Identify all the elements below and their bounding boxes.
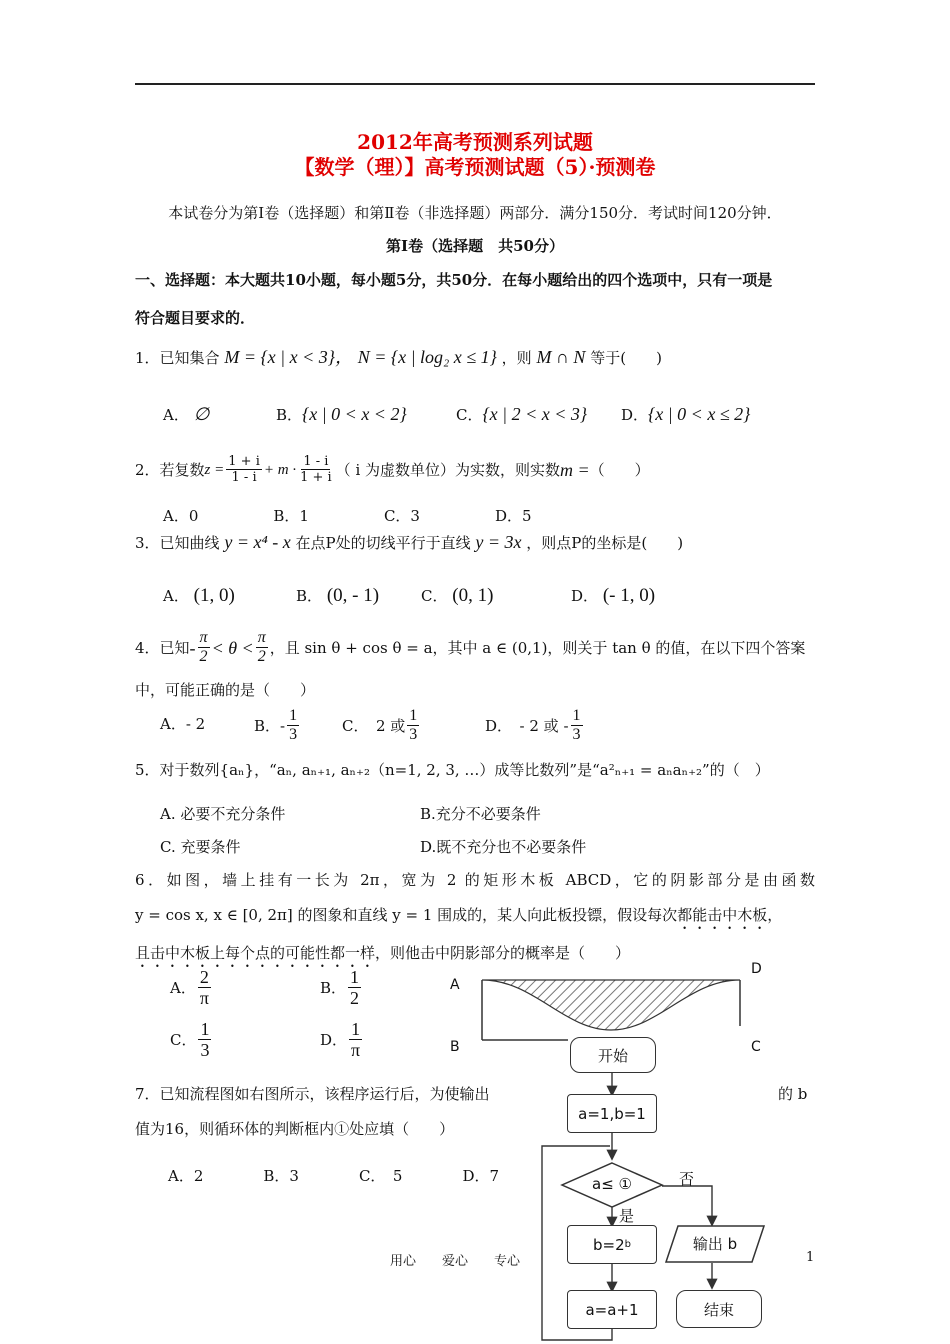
label-a: A: [450, 977, 460, 993]
intro-text: 本试卷分为第Ⅰ卷（选择题）和第Ⅱ卷（非选择题）两部分．满分150分．考试时间120分钟．: [168, 204, 782, 222]
label-b: B: [450, 1039, 460, 1055]
instructions-line1: 一、选择题：本大题共10小题，每小题5分，共50分．在每小题给出的四个选项中，只有一项是: [135, 271, 773, 289]
q1-option-b: B．{x | 0 < x < 2}: [276, 404, 407, 424]
q2-fraction-2: $\frac{1 - i}{1 + i}$: [300, 454, 332, 485]
q1-stem-mid: ，则: [501, 349, 532, 367]
paper-title: 2012年高考预测系列试题: [357, 130, 593, 154]
q6-line1: 6．如图，墙上挂有一长为 2π，宽为 2 的矩形木板 ABCD，它的阴影部分是由函数: [135, 871, 815, 889]
flow-yes-label: 是: [619, 1207, 635, 1225]
q3-option-c: C． (0, 1): [421, 585, 494, 606]
q5-option-b: B.充分不必要条件: [420, 805, 541, 823]
q6-option-b: B． $\frac{1}{2}$: [320, 967, 360, 1008]
q2-fraction-1: $\frac{1 + i}{1 - i}$: [228, 454, 260, 485]
flow-increment: a=a+1: [567, 1290, 657, 1329]
header-rule: [135, 83, 815, 85]
q1-set-m: M = {x | x < 3}，: [224, 347, 353, 367]
q4-line2: 中，可能正确的是（ ）: [135, 681, 316, 699]
q4-option-b: B．- $\frac{1}{3}$: [254, 707, 298, 743]
question-2: 2．若复数 z = $\frac{1 + i}{1 - i}$ + m · $\frac{1 - i}{1 + i}$ （ i 为虚数单位）为实数，则实数 m = （ ）: [135, 454, 650, 485]
footer-motto: 用心 爱心 专心: [390, 1254, 521, 1269]
q1-set-n: N = {x | log₂ x ≤ 1}: [357, 347, 497, 367]
q3-option-b: B． (0, - 1): [296, 585, 380, 606]
q1-stem: 1．已知集合: [135, 349, 220, 367]
section-heading: 第Ⅰ卷（选择题 共50分）: [386, 237, 564, 255]
q7-line2: 值为16，则循环体的判断框内①处应填（ ）: [135, 1120, 455, 1138]
q1-option-c: C．{x | 2 < x < 3}: [456, 404, 588, 424]
page-number: 1: [806, 1250, 815, 1265]
question-5: 5．对于数列{aₙ}，“aₙ, aₙ₊₁, aₙ₊₂（n=1, 2, 3, …）成等比数列”是“a²ₙ₊₁ = aₙaₙ₊₂”的（ ）: [135, 761, 770, 779]
q1-option-a: A． ∅: [163, 404, 210, 424]
q6-line3: 且击中木板上每个点的可能性都一样，则他击中阴影部分的概率是（ ）: [135, 944, 631, 962]
q1-stem-post: 等于( ): [590, 349, 662, 367]
q7-line1: 7．已知流程图如右图所示，该程序运行后，为使输出: [135, 1085, 490, 1103]
q4-option-a: A．- 2: [160, 715, 206, 733]
q6-option-a: A． $\frac{2}{\pi}$: [170, 967, 209, 1008]
q1-expr: M ∩ N: [536, 347, 586, 367]
flow-assign: b=2 b: [567, 1225, 657, 1264]
q2-options: A．0 B．1 C．3 D．5: [163, 507, 532, 525]
label-c: C: [751, 1039, 761, 1055]
q6-line2: y = cos x, x ∈ [0, 2π] 的图象和直线 y = 1 围成的，某人向此板投镖，假设每次都能击中木板，: [135, 906, 783, 924]
flow-condition-text: a≤ ①: [592, 1175, 632, 1193]
q7-line1-tail: 的 b: [778, 1085, 808, 1103]
paper-subtitle: 【数学（理）】高考预测试题（5）·预测卷: [294, 155, 656, 179]
flow-output-text: 输出 b: [692, 1235, 738, 1253]
flow-start: 开始: [570, 1037, 656, 1073]
q6-option-c: C． $\frac{1}{3}$: [170, 1019, 210, 1060]
q4-option-d: D． - 2 或 - $\frac{1}{3}$: [485, 707, 581, 743]
label-d: D: [751, 961, 762, 977]
flow-init: a=1,b=1: [567, 1094, 657, 1133]
flow-end: 结束: [676, 1290, 762, 1328]
q3-option-d: D． (- 1, 0): [571, 585, 656, 606]
q5-option-c: C. 充要条件: [160, 838, 241, 856]
flow-no-label: 否: [679, 1170, 695, 1188]
question-4: 4．已知 - $\frac{\pi}{2}$ < θ < $\frac{\pi}{2}$ ，且 sin θ + cos θ = a，其中 a ∈ (0,1)，则关于 tan θ 的值，在以下四个答案: [135, 629, 806, 665]
q5-option-a: A. 必要不充分条件: [160, 805, 286, 823]
q7-options: A．2 B．3 C． 5 D．7: [168, 1167, 500, 1185]
question-3: 3．已知曲线 y = x⁴ - x 在点P处的切线平行于直线 y = 3x ，则点P的坐标是( ): [135, 532, 684, 552]
instructions-line2: 符合题目要求的．: [135, 309, 256, 327]
q4-option-c: C． 2 或 $\frac{1}{3}$: [342, 707, 418, 743]
q5-option-d: D.既不充分也不必要条件: [420, 838, 587, 856]
q6-option-d: D． $\frac{1}{\pi}$: [320, 1019, 361, 1060]
question-1: [135, 348, 662, 367]
q3-option-a: A． (1, 0): [163, 585, 235, 606]
q6-board-figure: [478, 968, 748, 1044]
q1-option-d: D．{x | 0 < x ≤ 2}: [621, 404, 751, 424]
